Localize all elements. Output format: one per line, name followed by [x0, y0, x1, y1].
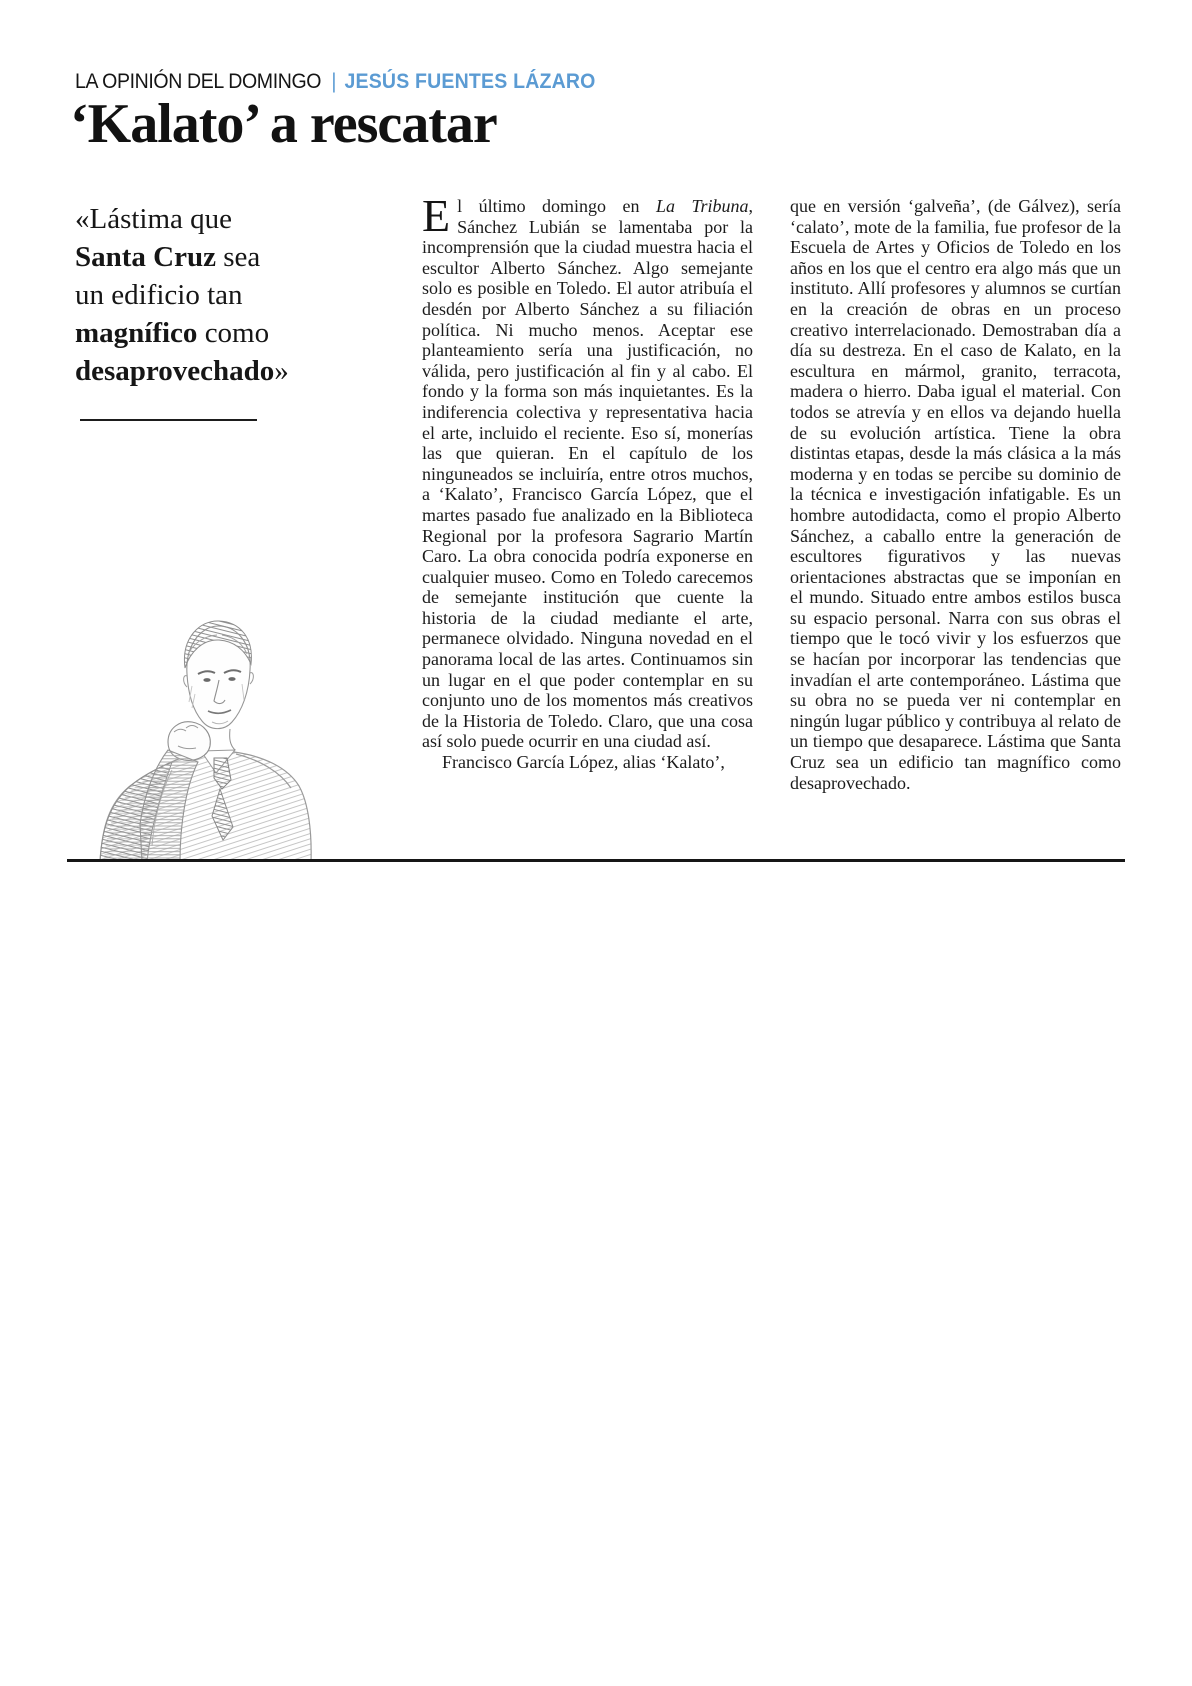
- section-kicker: [75, 70, 596, 94]
- pull-quote: [75, 200, 289, 390]
- paragraph-1-text: , Sánchez Lubián se lamentaba por la incomprensión que la ciudad muestra hacia el escultor Alberto Sánchez. Algo semejante solo es posible en Toledo. El autor atribuía el desdén por Alberto Sánchez a su filiación política. Ni mucho menos. Aceptar ese planteamiento sería una justificación, no válida, pero justificación al fin y al cabo. El fondo y la forma son más inquietantes. Es la indiferencia colectiva y representativa hacia el arte, incluido el reciente. Eso sí, monerías las que quieran. En el capítulo de los ninguneados se incluiría, entre otros muchos, a ‘Kalato’, Francisco García López, que el martes pasado fue analizado en la Biblioteca Regional por la profesora Sagrario Martín Caro. La obra conocida podría exponerse en cualquier museo. Como en Toledo carecemos de semejante institución que cuente la historia de la ciudad mediante el arte, permanece olvidado. Ninguna novedad en el panorama local de las artes. Continuamos sin un lugar en el que poder contemplar en su conjunto uno de los momentos más creativos de la Historia de Toledo. Claro, que una cosa así solo puede ocurrir en una ciudad así.: [422, 196, 753, 752]
- paragraph-1: [422, 190, 753, 752]
- pull-quote-bold-desaprovechado: desaprovechado: [75, 355, 275, 387]
- article-headline: ‘Kalato’ a rescatar: [70, 93, 497, 155]
- drop-cap: E: [422, 190, 451, 241]
- pull-quote-bold-magnifico: magnífico: [75, 317, 198, 349]
- portrait-illustration-svg: [84, 610, 332, 862]
- pull-quote-text: sea un edificio tan: [75, 241, 261, 311]
- paragraph-2-start: Francisco García López, alias ‘Kalato’,: [442, 752, 725, 773]
- kicker-separator-bar: |: [331, 70, 337, 93]
- article-column-1: [422, 190, 753, 793]
- pull-quote-text: «Lástima que: [75, 203, 233, 235]
- pull-quote-closing-guillemet: »: [274, 355, 289, 387]
- author-name: JESÚS FUENTES LÁZARO: [344, 70, 596, 93]
- article-body: [422, 190, 1121, 793]
- pull-quote-bold-santa-cruz: Santa Cruz: [75, 241, 216, 273]
- article-column-2: [790, 196, 1121, 793]
- quote-divider-rule: [80, 419, 257, 421]
- paragraph-1-lead: l último domingo en: [457, 196, 656, 216]
- author-portrait-sketch: [84, 610, 332, 862]
- paragraph-2-continuation: que en versión ‘galveña’, (de Gálvez), sería ‘calato’, mote de la familia, fue profesor de la Escuela de Artes y Oficios de Toledo en los años en los que el centro era algo más que un instituto. Allí profesores y alumnos se curtían en la creación de obras en un proceso creativo interrelacionado. Demostraban día a día su destreza. En el caso de Kalato, en la escultura en mármol, granito, terracota, madera o hierro. Daba igual el material. Con todos se atrevía y en ellos va dejando huella de su evolución artística. Tiene la obra distintas etapas, desde la más clásica a la más moderna y en todas se percibe su dominio de la técnica e investigación infatigable. Es un hombre autodidacta, como el propio Alberto Sánchez, a caballo entre la generación de escultores figurativos y las nuevas orientaciones abstractas que se imponían en el mundo. Situado entre ambos estilos busca su espacio personal. Narra con sus obras el tiempo que le tocó vivir y los esfuerzos que se hacían por incorporar las tendencias que invadían el arte contemporáneo. Lástima que su obra no se pueda ver ni contemplar en ningún lugar público y contribuya al relato de un tiempo que desaparece. Lástima que Santa Cruz sea un edificio tan magnífico como desaprovechado.: [790, 196, 1121, 793]
- pull-quote-text: como: [197, 317, 270, 349]
- article-bottom-rule: [67, 859, 1125, 862]
- publication-name-italic: La Tribuna: [655, 196, 749, 216]
- kicker-section-label: LA OPINIÓN DEL DOMINGO: [75, 70, 322, 93]
